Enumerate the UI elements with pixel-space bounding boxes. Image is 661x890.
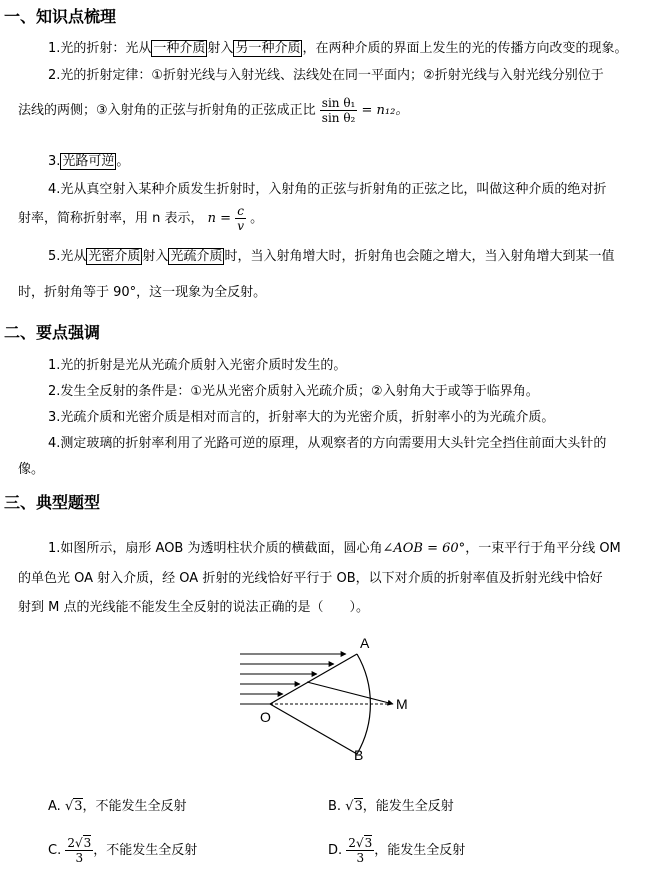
emphasis-item-2: 2.发生全反射的条件是：①光从光密介质射入光疏介质；②入射角大于或等于临界角。 (48, 384, 539, 399)
emphasis-item-4: 4.测定玻璃的折射率利用了光路可逆的原理，从观察者的方向需要用大头针完全挡住前面大头针的 (48, 436, 607, 451)
item5-line1: 5.光从 光密介质 射入 光疏介质 时，当入射角增大时，折射角也会随之增大，当入射角增大到某一值 (48, 249, 615, 264)
emphasis-item-1: 1.光的折射是光从光疏介质射入光密介质时发生的。 (48, 358, 347, 373)
radius-ob (270, 704, 357, 754)
boxed-term: 光路可逆 (62, 154, 115, 169)
section3-title: 三、典型题型 (4, 493, 101, 512)
sqrt-expression: √3 (345, 799, 363, 814)
radius-oa (270, 654, 357, 704)
two-root3-over-3: $\frac{2√3}{3}$ (348, 836, 373, 865)
question1-line2: 的单色光 OA 射入介质，经 OA 折射的光线恰好平行于 OB，以下对介质的折射率值及折射光线中恰好 (18, 571, 603, 586)
sqrt-expression: √3 (64, 799, 83, 814)
item3: 3. 光路可逆 。 (48, 154, 130, 169)
sector-aob-figure (230, 630, 430, 765)
label-o: O (260, 709, 271, 725)
option-a[interactable]: A. √3，不能发生全反射 (48, 799, 187, 814)
item2-line2: 法线的两侧；③入射角的正弦与折射角的正弦成正比 $\frac{\text{sin θ₁}}{\text{sin θ₂}}$ = n₁₂。 (18, 96, 409, 125)
sine-ratio-fraction: $\frac{\text{sin θ₁}}{\text{sin θ₂}}$ (321, 96, 356, 125)
boxed-term: 一种介质 (153, 41, 206, 56)
question1-line1: 1.如图所示，扇形 AOB 为透明柱状介质的横截面，圆心角∠AOB = 60°，一束平行于角平分线 OM (48, 541, 621, 556)
label-m: M (396, 696, 408, 712)
item2-line1: 2.光的折射定律：①折射光线与入射光线、法线处在同一平面内；②折射光线与入射光线分别位于 (48, 68, 604, 83)
section2-title: 二、要点强调 (4, 323, 101, 342)
question1-line3: 射到 M 点的光线能不能发生全反射的说法正确的是（ ）。 (18, 600, 369, 615)
section1-title: 一、知识点梳理 (4, 7, 117, 26)
label-b: B (354, 747, 364, 763)
refracted-ray (307, 682, 393, 704)
item4-line1: 4.光从真空射入某种介质发生折射时，入射角的正弦与折射角的正弦之比，叫做这种介质的绝对折 (48, 182, 607, 197)
two-root3-over-3: $\frac{2√3}{3}$ (67, 836, 92, 865)
angle-equation: ∠AOB = 60° (382, 541, 466, 556)
c-over-v-fraction: $\frac{c}{v}$ (237, 204, 244, 233)
emphasis-item-4-line2: 像。 (18, 462, 45, 477)
arc-ab (357, 654, 370, 754)
boxed-term: 光密介质 (88, 249, 141, 264)
option-d[interactable]: D. $\frac{2√3}{3}$ ，能发生全反射 (328, 836, 466, 865)
boxed-term: 光疏介质 (170, 249, 223, 264)
emphasis-item-3: 3.光疏介质和光密介质是相对而言的，折射率大的为光密介质，折射率小的为光疏介质。 (48, 410, 555, 425)
label-a: A (360, 635, 370, 651)
item4-line2: 射率，简称折射率，用 n 表示， n = $\frac{c}{v}$ 。 (18, 204, 264, 233)
boxed-term: 另一种介质 (235, 41, 301, 56)
item1: 1.光的折射：光从 一种介质 射入 另一种介质 ，在两种介质的界面上发生的光的传播方向改变的现象。 (48, 41, 628, 56)
item5-line2: 时，折射角等于 90°，这一现象为全反射。 (18, 285, 267, 300)
option-c[interactable]: C. $\frac{2√3}{3}$ ，不能发生全反射 (48, 836, 198, 865)
option-b[interactable]: B. √3，能发生全反射 (328, 799, 454, 814)
